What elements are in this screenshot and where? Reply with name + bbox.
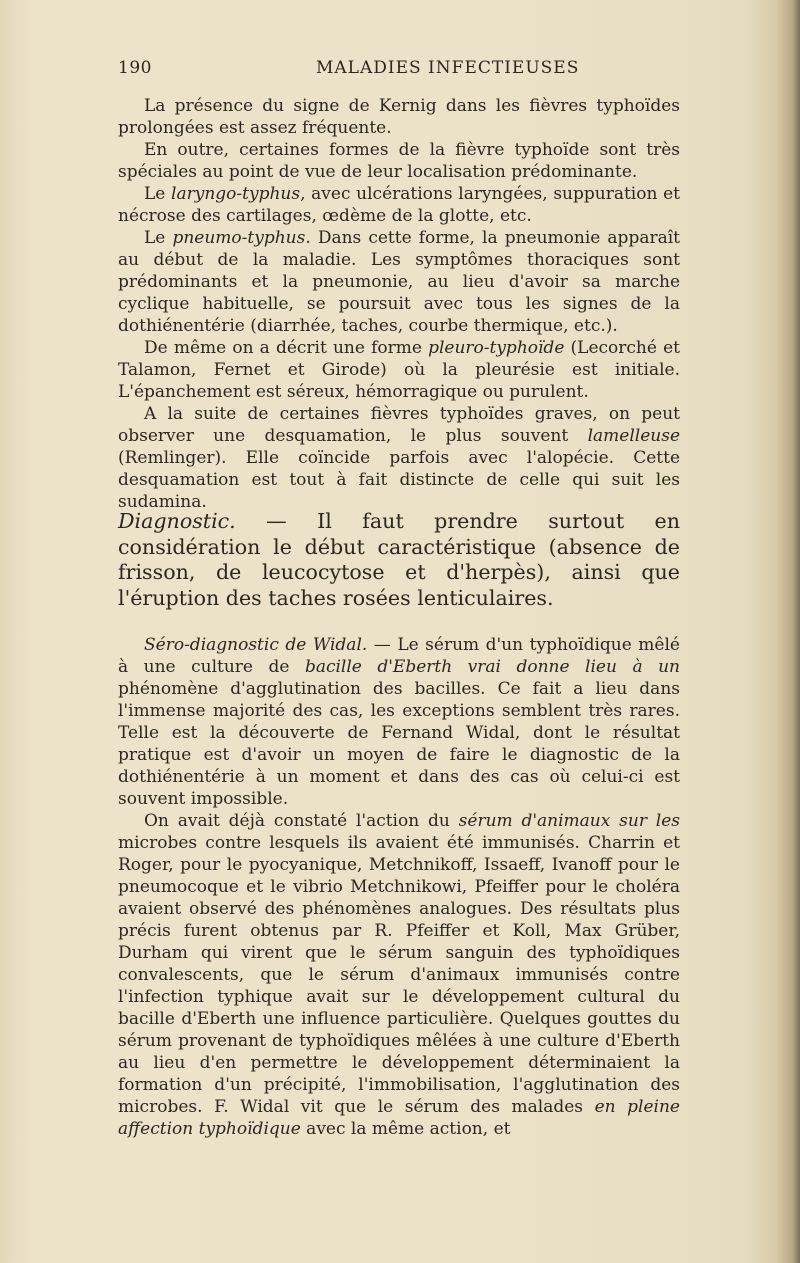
term-italic: sérum d'animaux sur les: [458, 811, 680, 831]
diagnostic-section: [118, 509, 680, 611]
paragraph: A la suite de certaines fièvres typhoïdes graves, on peut observer une desquamation, le plus souvent lamelleuse (Remlinger). Elle coïncide parfois avec l'alopécie. Cette desquamation est tout à fait distincte de celle qui suit les sudamina.: [118, 404, 680, 512]
paragraph: De même on a décrit une forme pleuro-typhoïde (Lecorché et Talamon, Fernet et Girode) où la pleurésie est initiale. L'épanchement est séreux, hémorragique ou purulent.: [118, 338, 680, 402]
subheading-italic: Séro-diagnostic de Widal.: [144, 635, 368, 655]
running-header: [118, 58, 678, 82]
text-block-forms: [118, 95, 680, 513]
diagnostic-paragraph: Diagnostic. — Il faut prendre surtout en considération le début caractéristique (absence de frisson, de leucocytose et d'herpès), ainsi que l'éruption des taches rosées lenticulaires.: [118, 509, 680, 610]
paragraph: La présence du signe de Kernig dans les fièvres typhoïdes prolongées est assez fréquente.: [118, 96, 680, 138]
term-italic: lamelleuse: [587, 426, 680, 446]
term-italic: laryngo-typhus: [171, 184, 301, 204]
paragraph: Séro-diagnostic de Widal. — Le sérum d'un typhoïdique mêlé à une culture de bacille d'Eberth vrai donne lieu à un phénomène d'agglutination des bacilles. Ce fait a lieu dans l'immense majorité des cas, les exceptions semblent très rares. Telle est la découverte de Fernand Widal, dont le résultat pratique est d'avoir un moyen de faire le diagnostic de la dothiénentérie à un moment et dans des cas où celui-ci est souvent impossible.: [118, 635, 680, 809]
term-italic: bacille d'Eberth vrai donne lieu à un: [304, 657, 680, 677]
term-italic: pleuro-typhoïde: [428, 338, 565, 358]
page-number: 190: [118, 58, 152, 78]
term-italic: pneumo-typhus: [172, 228, 306, 248]
section-heading: Diagnostic.: [118, 509, 236, 533]
running-title: MALADIES INFECTIEUSES: [316, 58, 580, 78]
paragraph: Le pneumo-typhus. Dans cette forme, la pneumonie apparaît au début de la maladie. Les symptômes thoraciques sont prédominants et la pneumonie, au lieu d'avoir sa marche cyclique habituelle, se poursuit avec tous les signes de la dothiénentérie (diarrhée, taches, courbe thermique, etc.).: [118, 228, 680, 336]
paragraph: On avait déjà constaté l'action du sérum d'animaux sur les microbes contre lesquels ils avaient été immunisés. Charrin et Roger, pour le pyocyanique, Metchnikoff, Issaeff, Ivanoff pour le pneumocoque et le vibrio Metchnikowi, Pfeiffer pour le choléra avaient observé des phénomènes analogues. Des résultats plus précis furent obtenus par R. Pfeiffer et Koll, Max Grüber, Durham qui virent que le sérum sanguin des typhoïdiques convalescents, que le sérum d'animaux immunisés contre l'infection typhique avait sur le développement cultural du bacille d'Eberth une influence particulière. Quelques gouttes du sérum provenant de typhoïdiques mêlées à une culture d'Eberth au lieu d'en permettre le développement déterminaient la formation d'un précipité, l'immobilisation, l'agglutination des microbes. F. Widal vit que le sérum des malades en pleine affection typhoïdique avec la même action, et: [118, 811, 680, 1139]
text-block-serodiagnostic: [118, 634, 680, 1140]
paragraph: En outre, certaines formes de la fièvre typhoïde sont très spéciales au point de vue de leur localisation prédominante.: [118, 140, 680, 182]
paragraph: Le laryngo-typhus, avec ulcérations laryngées, suppuration et nécrose des cartilages, œdème de la glotte, etc.: [118, 184, 680, 226]
page-edge-shadow: [792, 0, 800, 1263]
term-italic: en pleine affection typhoïdique: [118, 1097, 680, 1139]
